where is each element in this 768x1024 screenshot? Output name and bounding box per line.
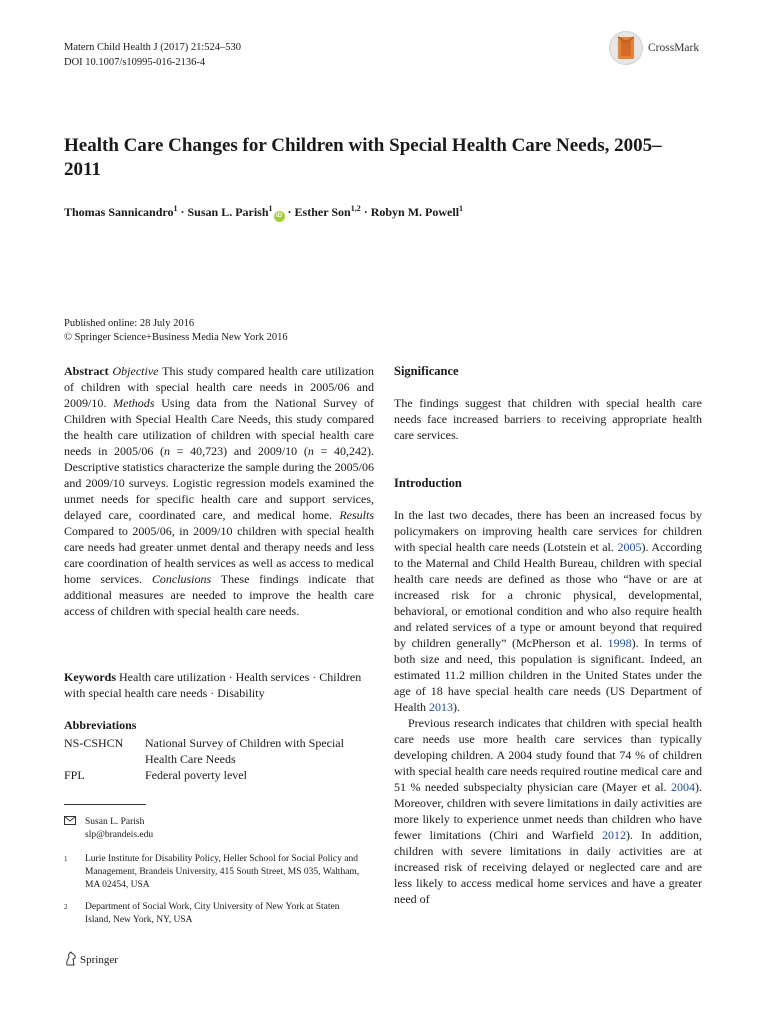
results-label: Results [339, 508, 374, 522]
abbreviations-heading: Abbreviations [64, 718, 137, 732]
methods-text-n1: = 40,723) and 2009/10 ( [170, 444, 308, 458]
author-separator: · [284, 205, 295, 219]
results-text: Compared to 2005/06, in 2009/10 children with special health care needs had greater unmet dental and therapy needs and less care coordination of health services as well as access to medical home services. [64, 524, 374, 586]
publisher-name: Springer [80, 954, 118, 966]
citation-link[interactable]: 2013 [429, 700, 453, 714]
keywords-label: Keywords [64, 670, 116, 684]
conclusions-text: These findings indicate that additional measures are needed to improve the health care access of children with special health care needs. [64, 572, 374, 618]
significance-heading: Significance [394, 364, 459, 378]
keywords-text: Health care utilization · Health services · Children with special health care needs · Disability [64, 670, 362, 700]
paragraph-text: In the last two decades, there has been an increased focus by policymakers on improving health care services for children with special health care needs (Lotstein et al. [394, 508, 702, 554]
copyright: © Springer Science+Business Media New York 2016 [64, 332, 288, 343]
citation-link[interactable]: 1998 [607, 636, 632, 650]
author-name[interactable]: Susan L. Parish [187, 205, 269, 219]
article-title: Health Care Changes for Children with Special Health Care Needs, 2005–2011 [64, 135, 662, 180]
paragraph-text: ). According to the Maternal and Child Health Bureau, children with special health care needs are defined as those who “have or are at increased risk for a chronic physical, developmental, behavioral, or emotional condition and who also require health and related services of a type or amount beyond that required by children generally” (McPherson et al. [394, 540, 703, 650]
abbreviation-term: NS-CSHCN [64, 736, 124, 750]
methods-label: Methods [113, 396, 155, 410]
footnote-divider [64, 804, 146, 805]
author-name[interactable]: Thomas Sannicandro [64, 205, 174, 219]
abstract [64, 363, 374, 619]
affiliation [64, 901, 364, 927]
citation-link[interactable]: 2004 [671, 780, 695, 794]
abbreviation-row [64, 735, 374, 767]
orcid-icon[interactable]: iD [274, 211, 285, 222]
abbreviation-term: FPL [64, 768, 85, 782]
correspondence [64, 816, 364, 842]
paragraph-text: ). Moreover, children with severe limitations in daily activities are more likely to experience unmet needs than children who have fewer limitations (Chiri and Warfield [394, 780, 702, 842]
objective-label: Objective [112, 364, 159, 378]
author-affiliation-ref: 1,2 [350, 204, 361, 213]
abbreviation-row [64, 767, 374, 783]
author-name[interactable]: Robyn M. Powell [370, 205, 460, 219]
affiliation-number: 1 [64, 855, 68, 863]
n-symbol: n [307, 444, 314, 458]
affiliation-number: 2 [64, 903, 68, 911]
conclusions-label: Conclusions [151, 572, 212, 586]
publication-info [64, 317, 288, 345]
abbreviation-definition: National Survey of Children with Special Health Care Needs [145, 736, 344, 766]
correspondence-email[interactable]: slp@brandeis.edu [85, 830, 154, 840]
crossmark-icon [609, 31, 643, 65]
envelope-icon [64, 816, 76, 830]
correspondence-name: Susan L. Parish [85, 817, 145, 827]
n-symbol: n [164, 444, 171, 458]
paragraph-text: Previous research indicates that children with special health care needs use more health care services than typically developing children. A 2004 study found that 74 % of children with special health care needs required routine medical care and 51 % needed subspecialty physician care (Mayer et al. [394, 716, 702, 794]
paragraph-text: ). [453, 700, 460, 714]
keywords [64, 669, 374, 701]
journal-line: Matern Child Health J (2017) 21:524–530 [64, 42, 242, 53]
author-affiliation-ref: 1 [268, 204, 273, 213]
abstract-label: Abstract [64, 364, 109, 378]
significance-text: The findings suggest that children with special health care needs face increased barriers to receiving appropriate health care services. [394, 396, 702, 442]
published-date: Published online: 28 July 2016 [64, 318, 195, 329]
affiliation [64, 853, 364, 892]
abbreviations-list [64, 735, 374, 783]
author-separator: · [177, 205, 188, 219]
affiliation-text: Department of Social Work, City University of New York at Staten Island, New York, NY, USA [85, 902, 340, 925]
affiliation-text: Lurie Institute for Disability Policy, Heller School for Social Policy and Management, Brandeis University, 415 South Street, MS 035, Waltham, MA 02454, USA [85, 854, 360, 890]
paragraph-text: ). In terms of both size and need, this population is significant. Indeed, an estimated 11.2 million children in the United States under the age of 18 have special health care needs (US Department of Health [394, 636, 702, 714]
publisher-logo [64, 951, 118, 969]
author-name[interactable]: Esther Son [294, 205, 351, 219]
doi-line: DOI 10.1007/s10995-016-2136-4 [64, 57, 206, 68]
objective-text: This study compared health care utilization of children with special health care needs in 2005/06 and 2009/10. [64, 364, 374, 410]
author-affiliation-ref: 1 [459, 204, 464, 213]
introduction-body [394, 507, 702, 907]
methods-text: Using data from the National Survey of Children with Special Health Care Needs, this study compared the health care utilization of children with special health care needs in 2005/06 ( [64, 396, 374, 458]
author-list [64, 204, 463, 222]
introduction-paragraph [394, 715, 702, 907]
citation-link[interactable]: 2005 [617, 540, 642, 554]
journal-citation [64, 40, 241, 70]
author-separator: · [360, 205, 371, 219]
introduction-paragraph [394, 507, 702, 715]
methods-text-n2: = 40,242). Descriptive statistics characterize the sample during the 2005/06 and 2009/10 surveys. Logistic regression models examined the unmet needs for specific health care and support services, delayed care, coordinated care, and medical home. [64, 444, 374, 522]
abbreviation-definition: Federal poverty level [145, 768, 247, 782]
paragraph-text: ). In addition, children with severe limitations in daily activities are at increased risk of receiving delayed or neglected care and are less likely to access medical home services and have a greater need of [394, 828, 702, 906]
author-affiliation-ref: 1 [173, 204, 178, 213]
crossmark-label: CrossMark [648, 42, 700, 54]
citation-link[interactable]: 2012 [601, 828, 626, 842]
crossmark-badge[interactable] [609, 31, 699, 65]
introduction-heading: Introduction [394, 476, 462, 490]
springer-horse-icon [64, 951, 77, 969]
